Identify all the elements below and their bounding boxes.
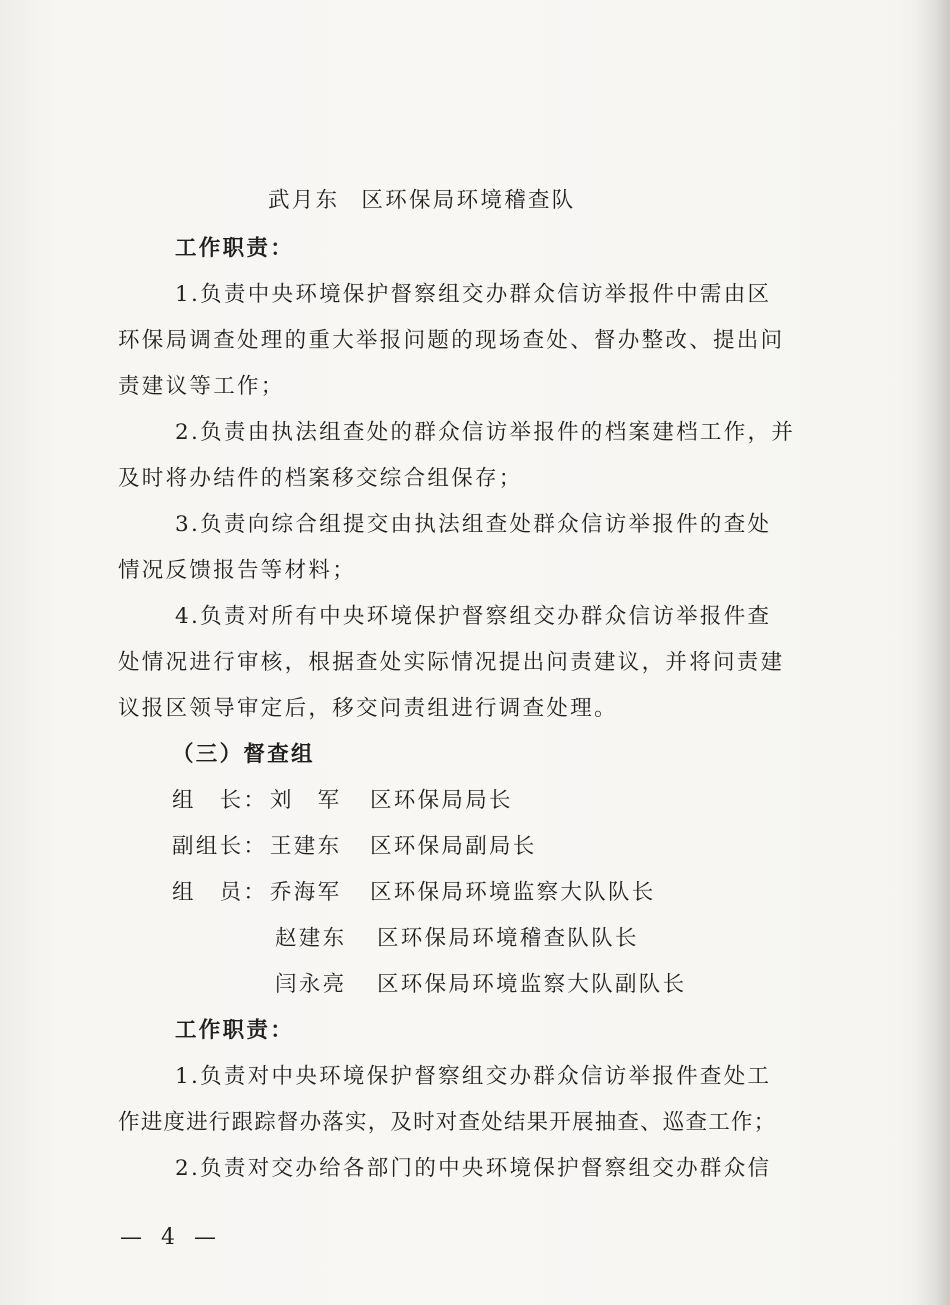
duty-line: 1.负责中央环境保护督察组交办群众信访举报件中需由区: [175, 282, 772, 307]
member-title: 区环保局环境稽查队: [361, 188, 576, 213]
page-number: — 4 —: [120, 1225, 222, 1250]
duty-line: 3.负责向综合组提交由执法组查处群众信访举报件的查处: [175, 512, 772, 537]
member-role: 副组长：: [172, 834, 268, 859]
duty-line: 责建议等工作；: [118, 374, 285, 399]
member-title: 区环保局局长: [370, 788, 513, 813]
member-name: 赵建东: [275, 926, 347, 951]
member-name: 乔海军: [270, 880, 342, 905]
member-title: 区环保局环境稽查队队长: [377, 926, 639, 951]
member-role: 组 长：: [172, 788, 268, 813]
member-title: 区环保局副局长: [370, 834, 537, 859]
member-title: 区环保局环境监察大队队长: [370, 880, 656, 905]
section-heading-supervision: （三）督查组: [172, 742, 315, 767]
member-line-member: [275, 924, 639, 954]
duty-line: 2.负责由执法组查处的群众信访举报件的档案建档工作，并: [175, 420, 796, 445]
duty-line: 情况反馈报告等材料；: [118, 558, 357, 583]
page-edge-shadow: [916, 0, 950, 1305]
member-name: 武月东: [268, 188, 340, 213]
member-line-wuyuedong: [268, 186, 576, 216]
member-role: 组 员：: [172, 880, 268, 905]
duty-line: 议报区领导审定后，移交问责组进行调查处理。: [118, 696, 618, 721]
duty-line: 2.负责对交办给各部门的中央环境保护督察组交办群众信: [175, 1156, 772, 1181]
member-line-deputy: [172, 832, 537, 862]
member-line-leader: [172, 786, 513, 816]
duty-line: 处情况进行审核，根据查处实际情况提出问责建议，并将问责建: [118, 650, 785, 675]
member-line-member: [275, 970, 686, 1000]
member-name: 闫永亮: [275, 972, 347, 997]
member-line-member: [172, 878, 656, 908]
duty-heading-enforcement: 工作职责：: [175, 236, 295, 261]
duty-line: 及时将办结件的档案移交综合组保存；: [118, 466, 523, 491]
duty-line: 作进度进行跟踪督办落实，及时对查处结果开展抽查、巡查工作；: [118, 1110, 777, 1135]
member-name: 王建东: [270, 834, 342, 859]
duty-line: 4.负责对所有中央环境保护督察组交办群众信访举报件查: [175, 604, 772, 629]
duty-line: 环保局调查处理的重大举报问题的现场查处、督办整改、提出问: [118, 328, 785, 353]
member-title: 区环保局环境监察大队副队长: [377, 972, 687, 997]
member-name: 刘 军: [270, 788, 342, 813]
duty-heading-supervision: 工作职责：: [175, 1018, 295, 1043]
duty-line: 1.负责对中央环境保护督察组交办群众信访举报件查处工: [175, 1064, 772, 1089]
